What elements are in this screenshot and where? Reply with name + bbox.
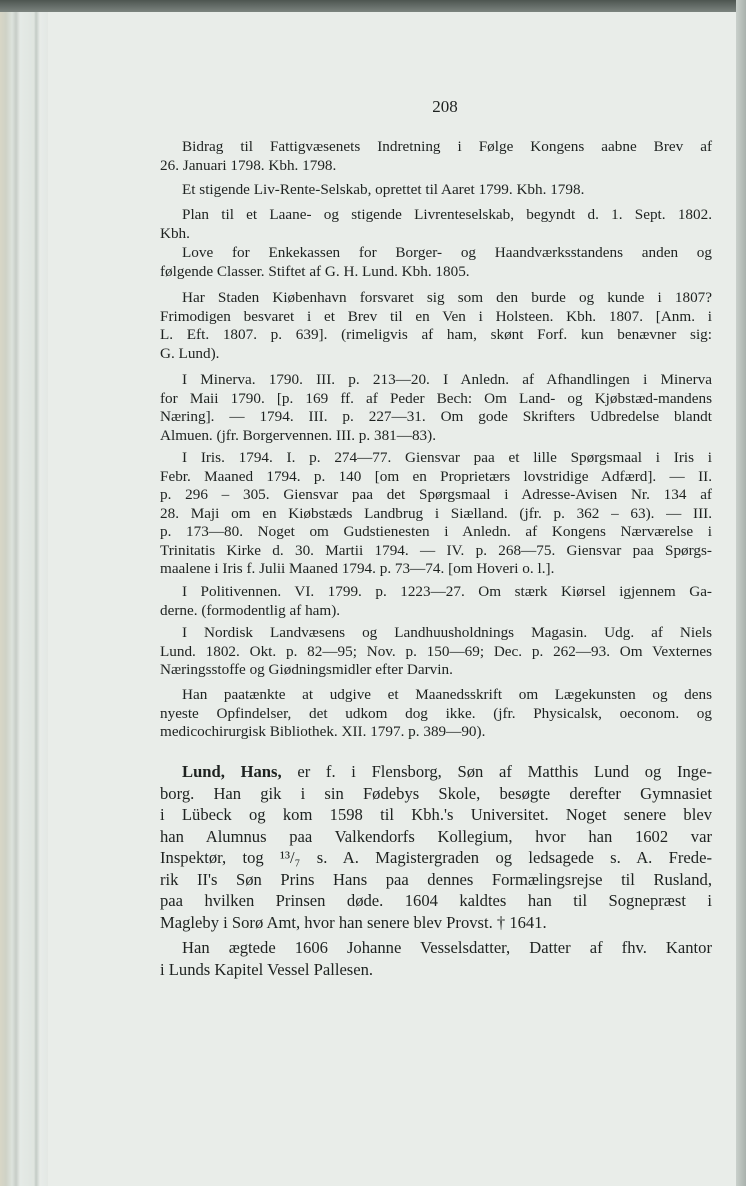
text-line: I Nordisk Landvæsens og Landhuusholdnings Magasin. Udg. af Niels [182,624,712,641]
text-line: 28. Maji om en Kiøbstæds Landbrug i Siælland. (jfr. p. 362 – 63). — III. [160,504,712,522]
bibliography-entry [160,244,712,281]
text-line: rik II's Søn Prins Hans paa dennes Formælingsrejse til Rusland, [160,869,712,889]
text-line: derne. (formodentlig af ham). [160,601,341,619]
bibliography-entry [160,449,712,579]
text-line: medicochirurgisk Bibliothek. XII. 1797. p. 389—90). [160,723,486,740]
text-line: Love for Enkekassen for Borger- og Haandværksstandens anden og [182,244,712,261]
text-line: Et stigende Liv-Rente-Selskab, oprettet til Aaret 1799. Kbh. 1798. [182,181,585,198]
text-line: Har Staden Kiøbenhavn forsvaret sig som den burde og kunde i 1807? [182,289,712,306]
page-number: 208 [432,97,458,116]
scan-top-border [0,0,746,12]
text-line: Bidrag til Fattigvæsenets Indretning i Følge Kongens aabne Brev af [182,138,712,155]
text-line: nyeste Opfindelser, det udkom dog ikke. (jfr. Physicalsk, oeconom. og [160,704,712,722]
bibliography-entry [160,206,712,243]
bibliography-entry [160,181,712,200]
text-line: i Lunds Kapitel Vessel Pallesen. [160,959,374,979]
text-line: følgende Classer. Stiftet af G. H. Lund. Kbh. 1805. [160,262,470,280]
text-line [160,761,712,783]
bibliography-entry [160,937,712,980]
text-line: I Iris. 1794. I. p. 274—77. Giensvar paa et lille Spørgsmaal i Iris i [182,449,712,466]
text-line: I Politivennen. VI. 1799. p. 1223—27. Om stærk Kiørsel igjennem Ga- [182,583,712,600]
text-line: maalene i Iris f. Julii Maaned 1794. p. 73—74. [om Hoveri o. l.]. [160,560,555,577]
text-line: borg. Han gik i sin Fødebys Skole, besøgte derefter Gymnasiet [160,783,712,803]
entry-heading: Lund, Hans, [182,762,282,781]
bibliography-entry [160,138,712,175]
bibliography-entry [160,289,712,363]
text-line: for Maii 1790. [p. 169 ff. af Peder Bech: Om Land- og Kjøbstæd-mandens [160,389,712,407]
text-line: han Alumnus paa Valkendorfs Kollegium, hvor han 1602 var [160,826,712,846]
text-line: paa hvilken Prinsen døde. 1604 kaldtes han til Sognepræst i [160,891,712,910]
text-line: Inspektør, tog ¹³/₇ s. A. Magistergraden og ledsagede s. A. Frede- [160,848,712,867]
text-line: Magleby i Sorø Amt, hvor han senere blev Provst. † 1641. [160,912,547,932]
text-line: Almuen. (jfr. Borgervennen. III. p. 381—83). [160,426,436,444]
entry-text: er f. i Flensborg, Søn af Matthis Lund og Inge- [281,762,712,781]
bibliography-entry [160,686,712,742]
text-line: Næringsstoffe og Giødningsmidler efter Darvin. [160,661,453,678]
text-line: p. 296 – 305. Giensvar paa det Spørgsmaal i Adresse-Avisen Nr. 134 af [160,486,712,503]
text-line: Febr. Maaned 1794. p. 140 [om en Proprietærs lovstridige Adfærd]. — II. [160,467,712,485]
bibliography-entry [160,371,712,445]
text-line: G. Lund). [160,344,220,362]
text-line: 26. Januari 1798. Kbh. 1798. [160,156,337,174]
text-line: Han paatænkte at udgive et Maanedsskrift om Lægekunsten og dens [182,686,712,703]
text-line: Lund. 1802. Okt. p. 82—95; Nov. p. 150—69; Dec. p. 262—93. Om Vexternes [160,642,712,660]
text-line: Plan til et Laane- og stigende Livrenteselskab, begyndt d. 1. Sept. 1802. [182,206,712,223]
text-line: Trinitatis Kirke d. 30. Martii 1794. — IV. p. 268—75. Giensvar paa Spørgs- [160,541,712,559]
text-line: I Minerva. 1790. III. p. 213—20. I Anledn. af Afhandlingen i Minerva [182,371,712,388]
book-binding-edge [0,0,48,1186]
text-line: Frimodigen besvaret i et Brev til en Ven i Holsteen. Kbh. 1807. [Anm. i [160,307,712,325]
text-line: Han ægtede 1606 Johanne Vesselsdatter, Datter af fhv. Kantor [182,938,712,957]
scan-right-border [736,0,746,1186]
text-line: L. Eft. 1807. p. 639]. (rimeligvis af ham, skønt Forf. kun benævner sig: [160,326,712,343]
biography-entry [160,761,712,933]
text-line: i Lübeck og kom 1598 til Kbh.'s Universitet. Noget senere blev [160,805,712,824]
bibliography-entry [160,583,712,620]
text-line: p. 173—80. Noget om Gudstienesten i Anledn. af Kongens Nærværelse i [160,523,712,540]
bibliography-entry [160,624,712,680]
text-line: Kbh. [160,224,190,242]
text-line: Næring]. — 1794. III. p. 227—31. Om gode Skrifters Udbredelse blandt [160,408,712,425]
